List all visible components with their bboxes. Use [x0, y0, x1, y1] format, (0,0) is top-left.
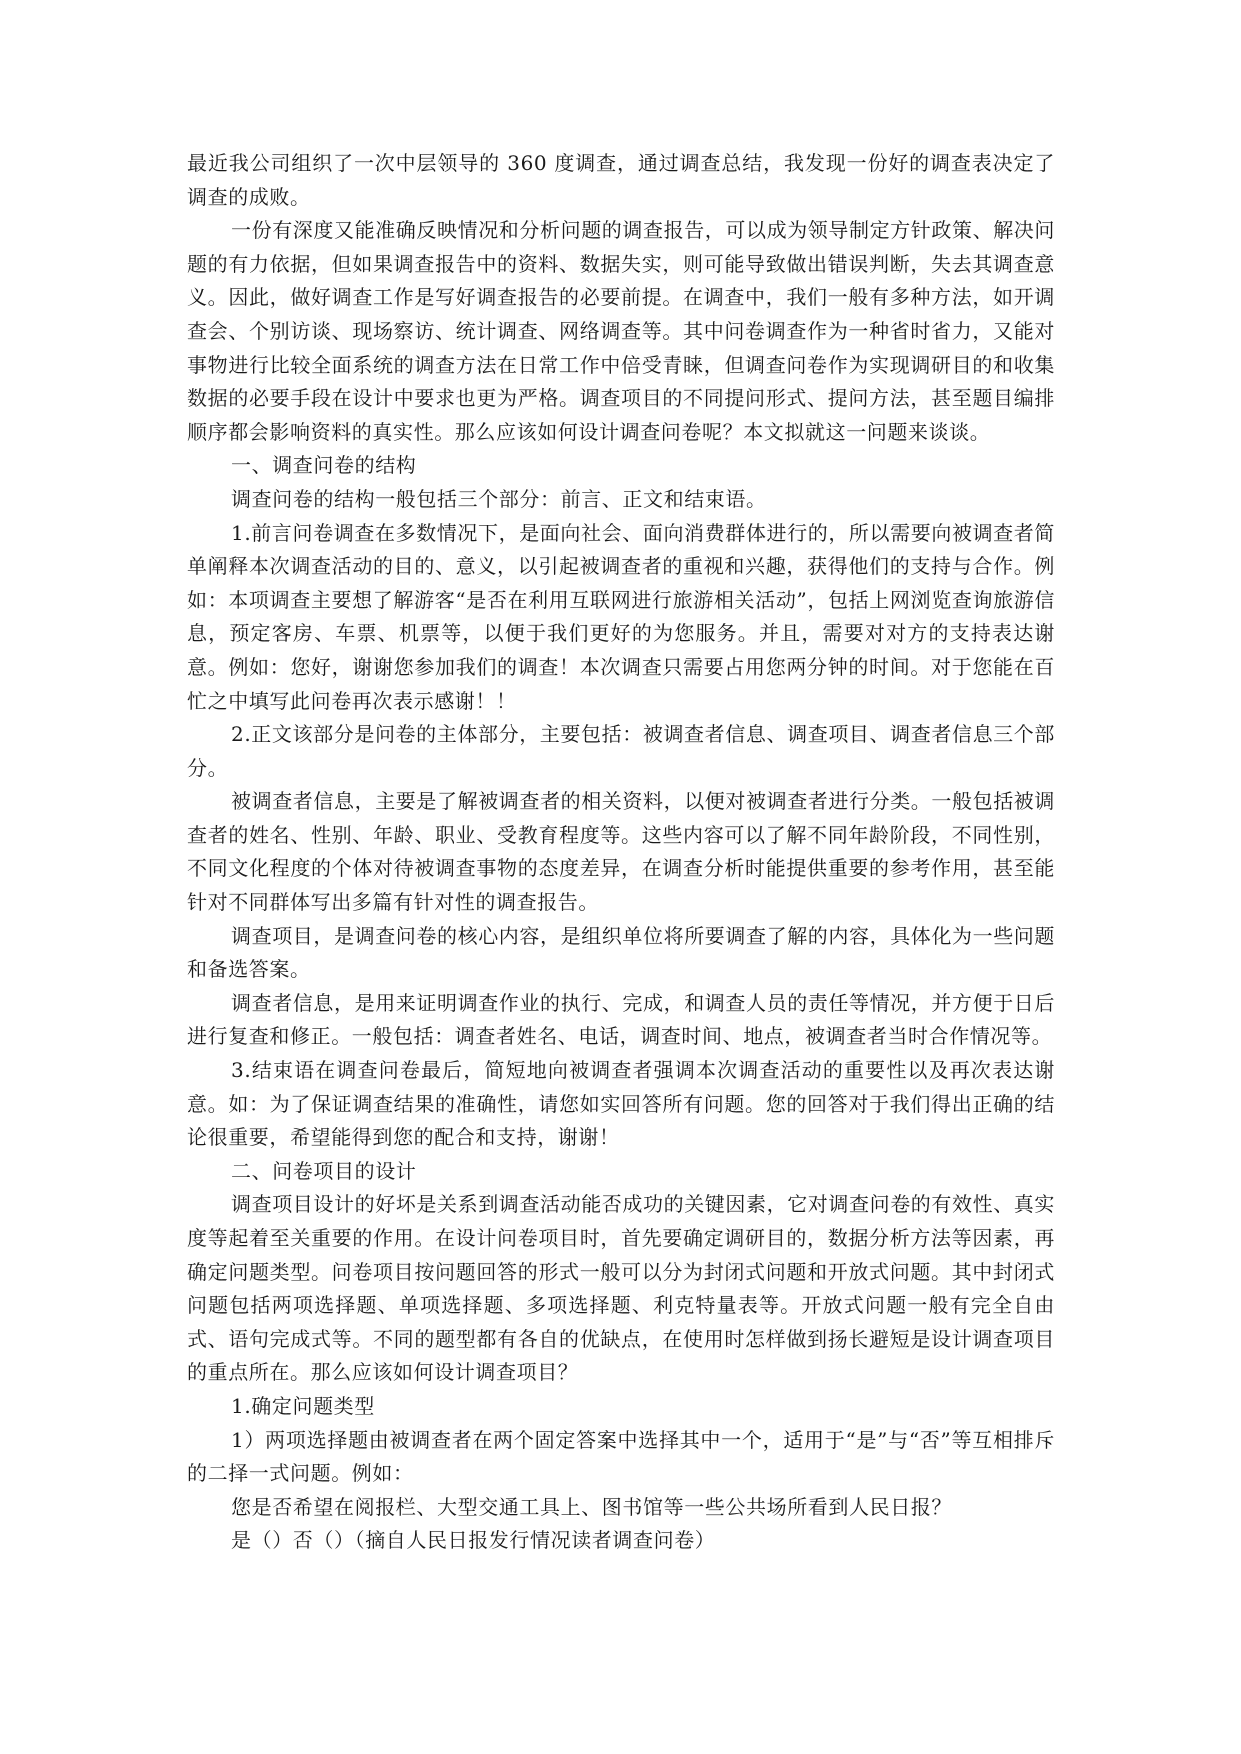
paragraph: 最近我公司组织了一次中层领导的 360 度调查，通过调查总结，我发现一份好的调查表决定了调查的成败。 — [187, 151, 1055, 209]
paragraph: 调查项目设计的好坏是关系到调查活动能否成功的关键因素，它对调查问卷的有效性、真实度等起着至关重要的作用。在设计问卷项目时，首先要确定调研目的，数据分析方法等因素，再确定问题类型。问卷项目按问题回答的形式一般可以分为封闭式问题和开放式问题。其中封闭式问题包括两项选择题、单项选择题、多项选择题、利克特量表等。开放式问题一般有完全自由式、语句完成式等。不同的题型都有各自的优缺点，在使用时怎样做到扬长避短是设计调查项目的重点所在。那么应该如何设计调查项目？ — [187, 1192, 1055, 1385]
paragraph: 1.前言问卷调查在多数情况下，是面向社会、面向消费群体进行的，所以需要向被调查者简单阐释本次调查活动的目的、意义，以引起被调查者的重视和兴趣，获得他们的支持与合作。例如：本项调查主要想了解游客“是否在利用互联网进行旅游相关活动”，包括上网浏览查询旅游信息，预定客房、车票、机票等，以便于我们更好的为您服务。并且，需要对对方的支持表达谢意。例如：您好，谢谢您参加我们的调查！本次调查只需要占用您两分钟的时间。对于您能在百忙之中填写此问卷再次表示感谢！！ — [187, 520, 1055, 713]
paragraph: 2.正文该部分是问卷的主体部分，主要包括：被调查者信息、调查项目、调查者信息三个部分。 — [187, 722, 1055, 780]
paragraph: 调查者信息，是用来证明调查作业的执行、完成，和调查人员的责任等情况，并方便于日后进行复查和修正。一般包括：调查者姓名、电话，调查时间、地点，被调查者当时合作情况等。 — [187, 990, 1055, 1049]
section-heading: 二、问卷项目的设计 — [231, 1158, 417, 1183]
paragraph: 一份有深度又能准确反映情况和分析问题的调查报告，可以成为领导制定方针政策、解决问题的有力依据，但如果调查报告中的资料、数据失实，则可能导致做出错误判断，失去其调查意义。因此，做好调查工作是写好调查报告的必要前提。在调查中，我们一般有多种方法，如开调查会、个别访谈、现场察访、统计调查、网络调查等。其中问卷调查作为一种省时省力，又能对事物进行比较全面系统的调查方法在日常工作中倍受青睐，但调查问卷作为实现调研目的和收集数据的必要手段在设计中要求也更为严格。调查项目的不同提问形式、提问方法，甚至题目编排顺序都会影响资料的真实性。那么应该如何设计调查问卷呢？本文拟就这一问题来谈谈。 — [187, 218, 1055, 444]
paragraph: 调查问卷的结构一般包括三个部分：前言、正文和结束语。 — [231, 486, 767, 511]
paragraph: 被调查者信息，主要是了解被调查者的相关资料，以便对被调查者进行分类。一般包括被调查者的姓名、性别、年龄、职业、受教育程度等。这些内容可以了解不同年龄阶段，不同性别，不同文化程度的个体对待被调查事物的态度差异，在调查分析时能提供重要的参考作用，甚至能针对不同群体写出多篇有针对性的调查报告。 — [187, 789, 1055, 915]
section-heading: 一、调查问卷的结构 — [231, 453, 417, 478]
document-body — [187, 147, 1055, 1558]
paragraph: 1）两项选择题由被调查者在两个固定答案中选择其中一个，适用于“是”与“否”等互相排斥的二择一式问题。例如： — [187, 1427, 1055, 1486]
example-question: 您是否希望在阅报栏、大型交通工具上、图书馆等一些公共场所看到人民日报？ — [231, 1494, 952, 1519]
paragraph: 3.结束语在调查问卷最后，简短地向被调查者强调本次调查活动的重要性以及再次表达谢意。如：为了保证调查结果的准确性，请您如实回答所有问题。您的回答对于我们得出正确的结论很重要，希望能得到您的配合和支持，谢谢！ — [187, 1058, 1055, 1150]
paragraph: 调查项目，是调查问卷的核心内容，是组织单位将所要调查了解的内容，具体化为一些问题和备选答案。 — [187, 923, 1055, 982]
subsection-heading: 1.确定问题类型 — [231, 1393, 375, 1418]
example-answer: 是（）否（）（摘自人民日报发行情况读者调查问卷） — [231, 1528, 716, 1553]
